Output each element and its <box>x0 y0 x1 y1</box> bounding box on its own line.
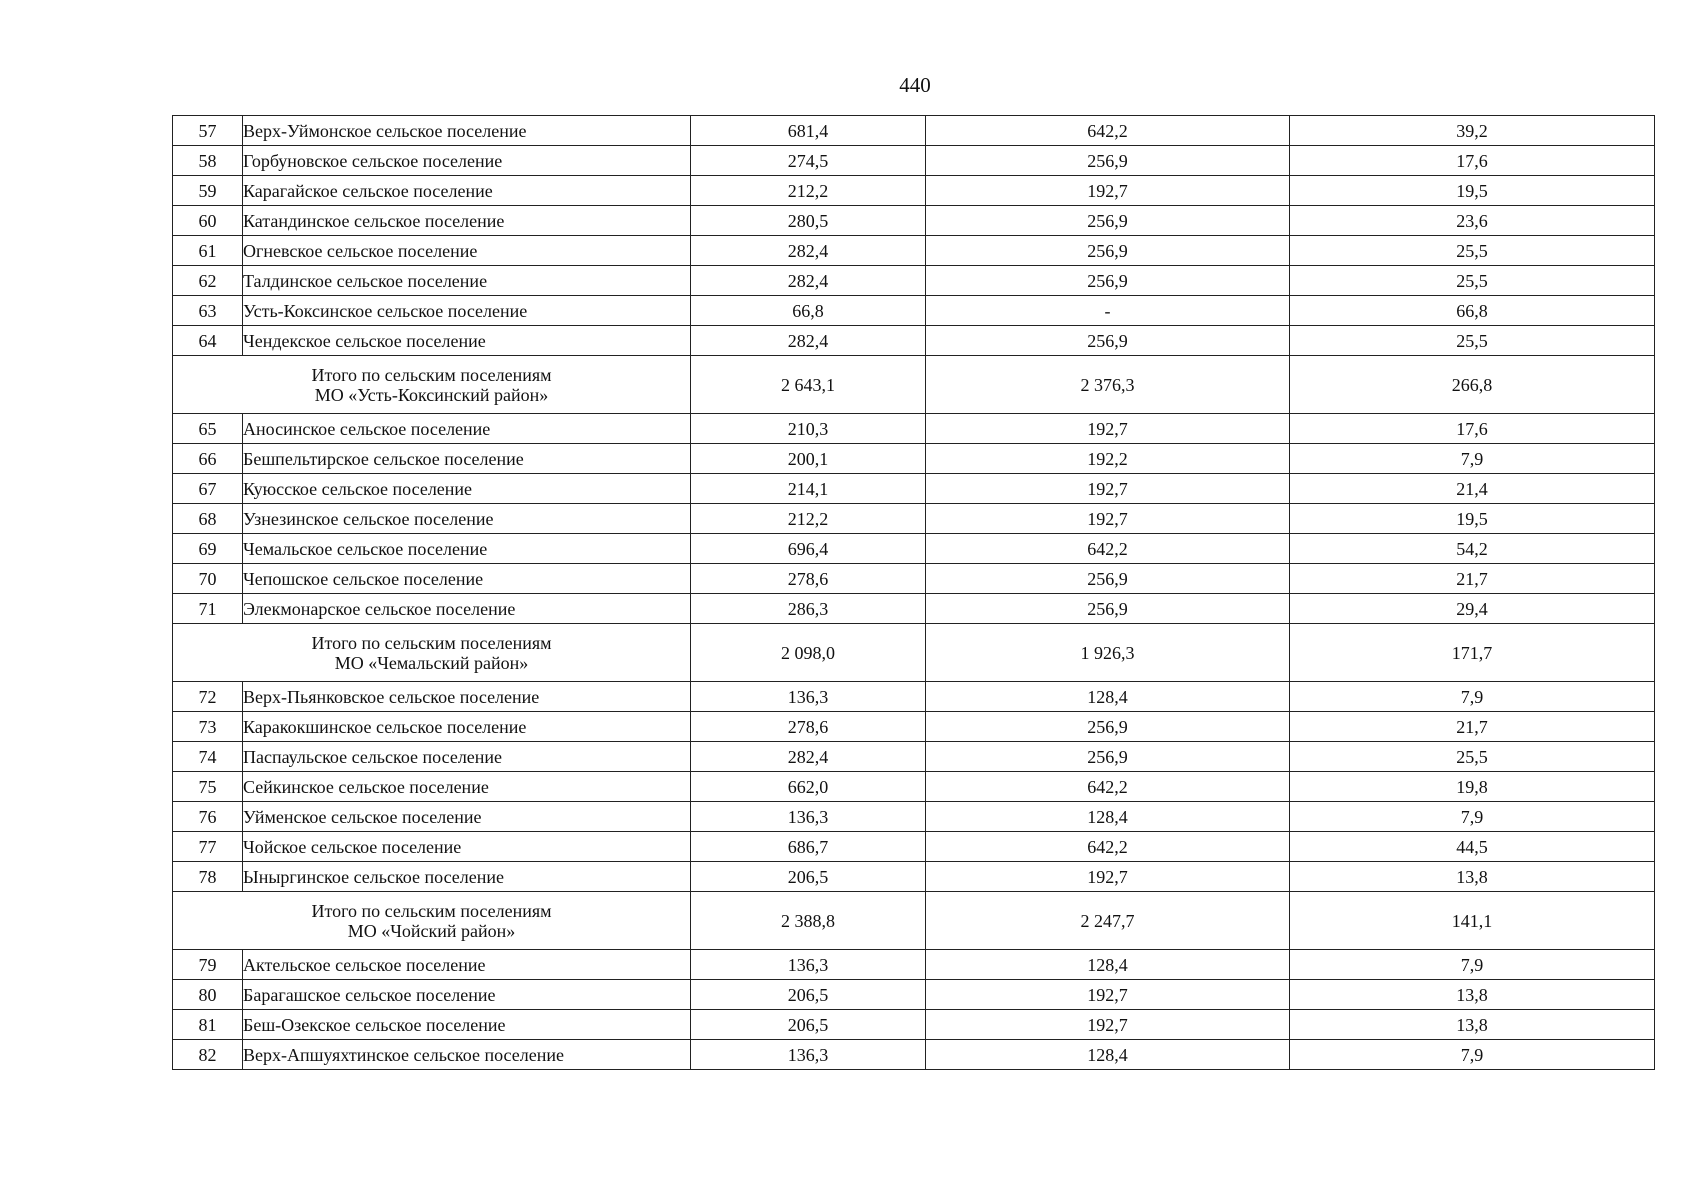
value-cell-3: 13,8 <box>1290 980 1655 1010</box>
settlement-name-cell: Усть-Коксинское сельское поселение <box>243 296 691 326</box>
settlement-name-cell: Бешпельтирское сельское поселение <box>243 444 691 474</box>
settlement-name-cell: Горбуновское сельское поселение <box>243 146 691 176</box>
settlement-name-cell: Барагашское сельское поселение <box>243 980 691 1010</box>
value-cell-3: 21,7 <box>1290 564 1655 594</box>
value-cell-2: 256,9 <box>926 326 1290 356</box>
value-cell-1: 2 388,8 <box>691 892 926 950</box>
value-cell-3: 171,7 <box>1290 624 1655 682</box>
value-cell-3: 54,2 <box>1290 534 1655 564</box>
value-cell-2: 642,2 <box>926 116 1290 146</box>
subtotal-label-line-2: МО «Чойский район» <box>347 920 516 941</box>
subtotal-label-line-2: МО «Чемальский район» <box>334 652 529 673</box>
value-cell-3: 17,6 <box>1290 146 1655 176</box>
table-row <box>173 236 1655 266</box>
value-cell-3: 44,5 <box>1290 832 1655 862</box>
settlement-name-cell: Каракокшинское сельское поселение <box>243 712 691 742</box>
value-cell-1: 282,4 <box>691 266 926 296</box>
value-cell-3: 25,5 <box>1290 266 1655 296</box>
row-number-cell: 63 <box>173 296 243 326</box>
value-cell-2: 256,9 <box>926 564 1290 594</box>
table-row <box>173 950 1655 980</box>
value-cell-3: 39,2 <box>1290 116 1655 146</box>
value-cell-2: 256,9 <box>926 236 1290 266</box>
value-cell-3: 13,8 <box>1290 1010 1655 1040</box>
row-number-cell: 57 <box>173 116 243 146</box>
row-number-cell: 82 <box>173 1040 243 1070</box>
value-cell-1: 282,4 <box>691 326 926 356</box>
row-number-cell: 74 <box>173 742 243 772</box>
value-cell-2: 642,2 <box>926 832 1290 862</box>
row-number-cell: 68 <box>173 504 243 534</box>
row-number-cell: 80 <box>173 980 243 1010</box>
value-cell-2: 128,4 <box>926 682 1290 712</box>
settlement-name-cell: Чойское сельское поселение <box>243 832 691 862</box>
row-number-cell: 76 <box>173 802 243 832</box>
settlement-name-cell: Актельское сельское поселение <box>243 950 691 980</box>
table-row <box>173 266 1655 296</box>
settlement-name-cell: Сейкинское сельское поселение <box>243 772 691 802</box>
page-number: 440 <box>899 73 931 97</box>
settlement-name-cell: Верх-Пьянковское сельское поселение <box>243 682 691 712</box>
value-cell-1: 2 643,1 <box>691 356 926 414</box>
value-cell-2: 256,9 <box>926 266 1290 296</box>
row-number-cell: 62 <box>173 266 243 296</box>
subtotal-label-line-2: МО «Усть-Коксинский район» <box>314 384 549 405</box>
row-number-cell: 65 <box>173 414 243 444</box>
row-number-cell: 59 <box>173 176 243 206</box>
value-cell-2: 642,2 <box>926 534 1290 564</box>
value-cell-2: 192,7 <box>926 1010 1290 1040</box>
value-cell-2: 192,7 <box>926 176 1290 206</box>
row-number-cell: 61 <box>173 236 243 266</box>
value-cell-1: 212,2 <box>691 504 926 534</box>
settlement-name-cell: Беш-Озекское сельское поселение <box>243 1010 691 1040</box>
value-cell-3: 23,6 <box>1290 206 1655 236</box>
subtotal-label-cell <box>173 892 691 950</box>
value-cell-1: 681,4 <box>691 116 926 146</box>
value-cell-3: 19,5 <box>1290 176 1655 206</box>
value-cell-2: 256,9 <box>926 594 1290 624</box>
value-cell-2: 192,7 <box>926 414 1290 444</box>
table-row <box>173 206 1655 236</box>
value-cell-3: 25,5 <box>1290 326 1655 356</box>
row-number-cell: 67 <box>173 474 243 504</box>
value-cell-1: 136,3 <box>691 950 926 980</box>
value-cell-1: 286,3 <box>691 594 926 624</box>
value-cell-1: 136,3 <box>691 802 926 832</box>
value-cell-1: 136,3 <box>691 682 926 712</box>
table-row <box>173 176 1655 206</box>
settlement-name-cell: Верх-Уймонское сельское поселение <box>243 116 691 146</box>
value-cell-3: 17,6 <box>1290 414 1655 444</box>
value-cell-1: 206,5 <box>691 1010 926 1040</box>
table-row <box>173 712 1655 742</box>
value-cell-1: 696,4 <box>691 534 926 564</box>
value-cell-2: 256,9 <box>926 206 1290 236</box>
table-row <box>173 326 1655 356</box>
value-cell-1: 2 098,0 <box>691 624 926 682</box>
row-number-cell: 69 <box>173 534 243 564</box>
value-cell-1: 214,1 <box>691 474 926 504</box>
row-number-cell: 78 <box>173 862 243 892</box>
table-row <box>173 474 1655 504</box>
row-number-cell: 71 <box>173 594 243 624</box>
value-cell-2: 256,9 <box>926 146 1290 176</box>
row-number-cell: 58 <box>173 146 243 176</box>
value-cell-3: 29,4 <box>1290 594 1655 624</box>
value-cell-3: 21,4 <box>1290 474 1655 504</box>
value-cell-1: 278,6 <box>691 564 926 594</box>
settlement-name-cell: Огневское сельское поселение <box>243 236 691 266</box>
table-row <box>173 296 1655 326</box>
value-cell-2: 2 247,7 <box>926 892 1290 950</box>
subtotal-row <box>173 892 1655 950</box>
value-cell-3: 19,8 <box>1290 772 1655 802</box>
table-body <box>173 116 1655 1070</box>
table-row <box>173 504 1655 534</box>
value-cell-1: 206,5 <box>691 862 926 892</box>
settlement-name-cell: Куюсское сельское поселение <box>243 474 691 504</box>
value-cell-1: 280,5 <box>691 206 926 236</box>
value-cell-3: 266,8 <box>1290 356 1655 414</box>
value-cell-3: 19,5 <box>1290 504 1655 534</box>
value-cell-1: 282,4 <box>691 236 926 266</box>
settlement-name-cell: Аносинское сельское поселение <box>243 414 691 444</box>
table-row <box>173 1010 1655 1040</box>
row-number-cell: 72 <box>173 682 243 712</box>
table-row <box>173 742 1655 772</box>
row-number-cell: 79 <box>173 950 243 980</box>
settlement-name-cell: Элекмонарское сельское поселение <box>243 594 691 624</box>
settlement-name-cell: Узнезинское сельское поселение <box>243 504 691 534</box>
value-cell-1: 662,0 <box>691 772 926 802</box>
value-cell-3: 66,8 <box>1290 296 1655 326</box>
table-row <box>173 980 1655 1010</box>
table-row <box>173 862 1655 892</box>
value-cell-3: 7,9 <box>1290 682 1655 712</box>
settlement-name-cell: Чепошское сельское поселение <box>243 564 691 594</box>
value-cell-2: 1 926,3 <box>926 624 1290 682</box>
value-cell-3: 21,7 <box>1290 712 1655 742</box>
value-cell-3: 7,9 <box>1290 950 1655 980</box>
settlements-table <box>172 115 1655 1070</box>
row-number-cell: 60 <box>173 206 243 236</box>
row-number-cell: 64 <box>173 326 243 356</box>
value-cell-2: 256,9 <box>926 712 1290 742</box>
subtotal-label-line-1: Итого по сельским поселениям <box>311 632 552 653</box>
settlement-name-cell: Чендекское сельское поселение <box>243 326 691 356</box>
table-row <box>173 802 1655 832</box>
subtotal-row <box>173 624 1655 682</box>
value-cell-2: 128,4 <box>926 1040 1290 1070</box>
value-cell-1: 66,8 <box>691 296 926 326</box>
value-cell-3: 25,5 <box>1290 742 1655 772</box>
value-cell-2: - <box>926 296 1290 326</box>
value-cell-2: 192,7 <box>926 504 1290 534</box>
subtotal-label-cell <box>173 356 691 414</box>
table-row <box>173 594 1655 624</box>
value-cell-1: 206,5 <box>691 980 926 1010</box>
settlement-name-cell: Ыныргинское сельское поселение <box>243 862 691 892</box>
row-number-cell: 70 <box>173 564 243 594</box>
subtotal-row <box>173 356 1655 414</box>
value-cell-3: 13,8 <box>1290 862 1655 892</box>
table-row <box>173 414 1655 444</box>
value-cell-3: 7,9 <box>1290 1040 1655 1070</box>
table-row <box>173 772 1655 802</box>
value-cell-3: 25,5 <box>1290 236 1655 266</box>
value-cell-1: 212,2 <box>691 176 926 206</box>
table-row <box>173 146 1655 176</box>
settlement-name-cell: Паспаульское сельское поселение <box>243 742 691 772</box>
row-number-cell: 73 <box>173 712 243 742</box>
value-cell-1: 136,3 <box>691 1040 926 1070</box>
table-row <box>173 116 1655 146</box>
value-cell-3: 141,1 <box>1290 892 1655 950</box>
settlement-name-cell: Карагайское сельское поселение <box>243 176 691 206</box>
value-cell-2: 256,9 <box>926 742 1290 772</box>
subtotal-label-line-1: Итого по сельским поселениям <box>311 900 552 921</box>
settlement-name-cell: Верх-Апшуяхтинское сельское поселение <box>243 1040 691 1070</box>
value-cell-1: 282,4 <box>691 742 926 772</box>
table-row <box>173 534 1655 564</box>
value-cell-1: 210,3 <box>691 414 926 444</box>
value-cell-2: 192,7 <box>926 474 1290 504</box>
value-cell-3: 7,9 <box>1290 444 1655 474</box>
table-row <box>173 832 1655 862</box>
settlement-name-cell: Талдинское сельское поселение <box>243 266 691 296</box>
value-cell-2: 642,2 <box>926 772 1290 802</box>
settlement-name-cell: Чемальское сельское поселение <box>243 534 691 564</box>
table-row <box>173 682 1655 712</box>
value-cell-2: 128,4 <box>926 802 1290 832</box>
value-cell-2: 192,7 <box>926 980 1290 1010</box>
value-cell-1: 200,1 <box>691 444 926 474</box>
row-number-cell: 81 <box>173 1010 243 1040</box>
value-cell-2: 2 376,3 <box>926 356 1290 414</box>
settlement-name-cell: Уйменское сельское поселение <box>243 802 691 832</box>
value-cell-1: 274,5 <box>691 146 926 176</box>
row-number-cell: 77 <box>173 832 243 862</box>
subtotal-label-line-1: Итого по сельским поселениям <box>311 364 552 385</box>
subtotal-label-cell <box>173 624 691 682</box>
value-cell-1: 686,7 <box>691 832 926 862</box>
value-cell-2: 128,4 <box>926 950 1290 980</box>
value-cell-2: 192,7 <box>926 862 1290 892</box>
value-cell-3: 7,9 <box>1290 802 1655 832</box>
table-row <box>173 1040 1655 1070</box>
row-number-cell: 66 <box>173 444 243 474</box>
row-number-cell: 75 <box>173 772 243 802</box>
value-cell-1: 278,6 <box>691 712 926 742</box>
settlement-name-cell: Катандинское сельское поселение <box>243 206 691 236</box>
table-row <box>173 564 1655 594</box>
value-cell-2: 192,2 <box>926 444 1290 474</box>
table-row <box>173 444 1655 474</box>
